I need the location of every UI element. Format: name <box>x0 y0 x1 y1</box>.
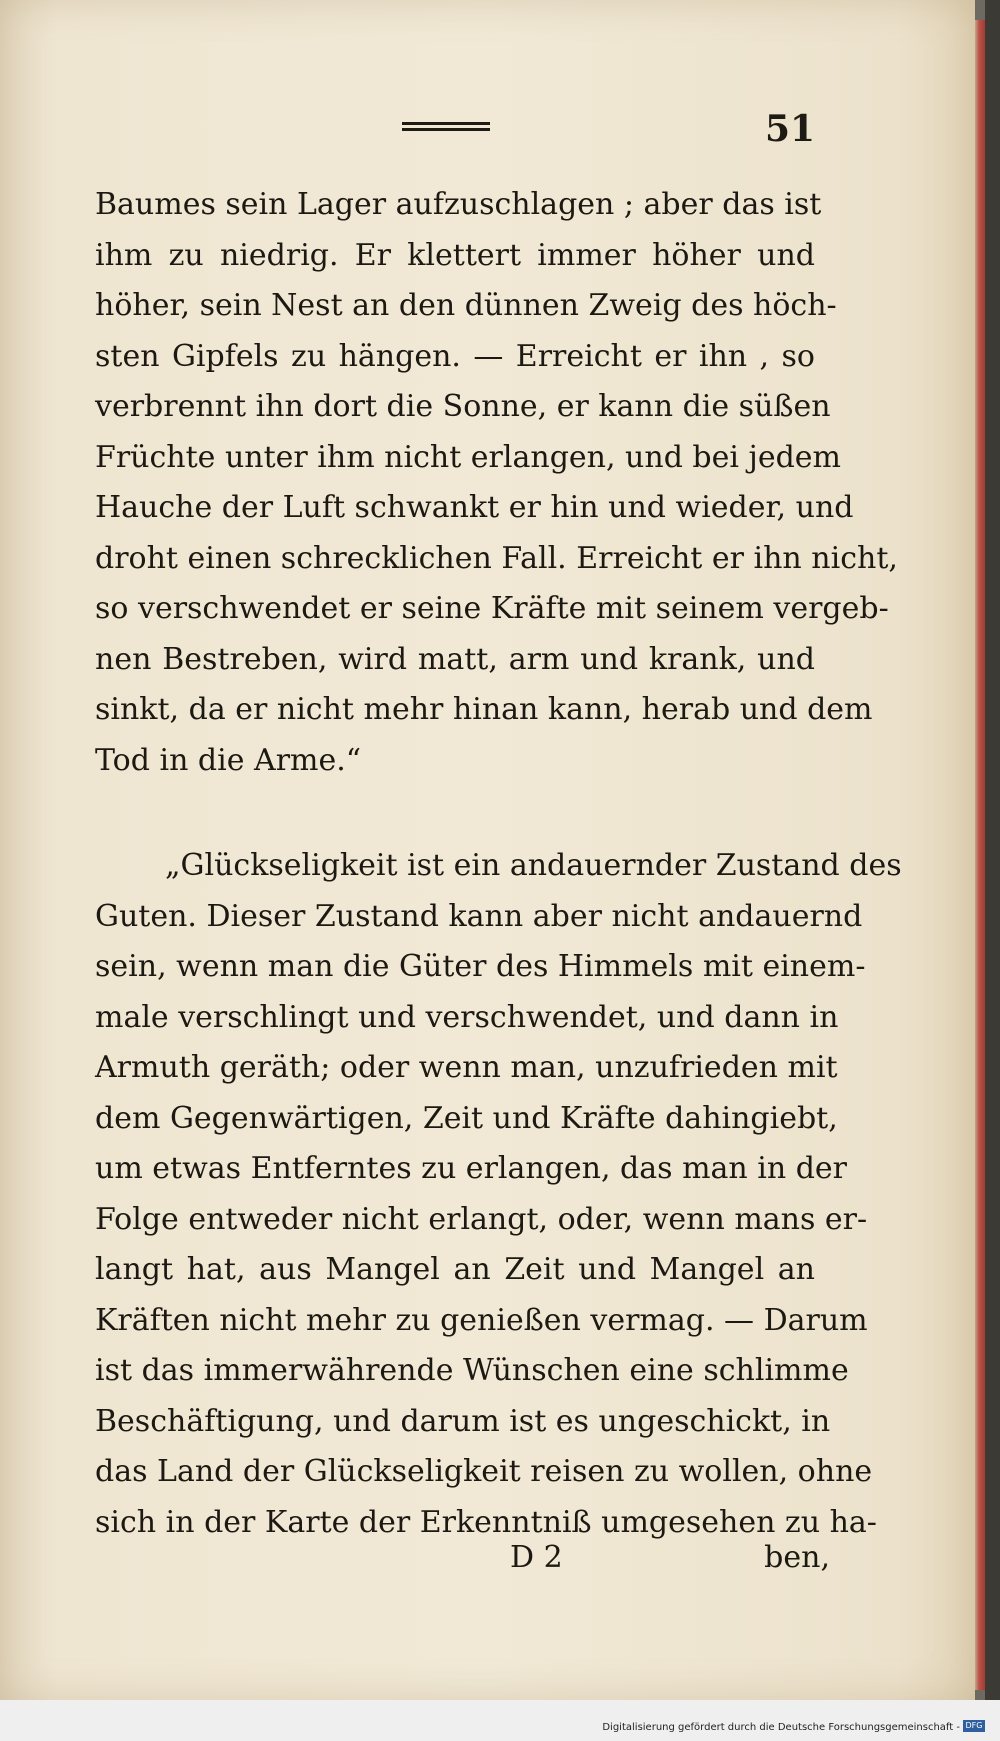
text-line: sein, wenn man die Güter des Himmels mit einem- <box>95 949 866 984</box>
text-line: höher, sein Nest an den dünnen Zweig des höch- <box>95 288 837 323</box>
catchword: ben, <box>764 1540 830 1575</box>
text-line: ihm zu niedrig. Er klettert immer höher und <box>95 237 815 273</box>
header-rule <box>402 122 490 134</box>
text-line: Beschäftigung, und darum ist es ungeschickt, in <box>95 1403 831 1439</box>
text-line: „Glückseligkeit ist ein andauernder Zustand des <box>165 848 902 883</box>
text-line: Kräften nicht mehr zu genießen vermag. — Darum <box>95 1302 868 1338</box>
signature-mark: D 2 <box>510 1540 563 1575</box>
text-line: Armuth geräth; oder wenn man, unzufrieden mit <box>95 1050 838 1085</box>
text-line: nen Bestreben, wird matt, arm und krank, und <box>95 641 815 677</box>
text-line: das Land der Glückseligkeit reisen zu wollen, ohne <box>95 1454 873 1489</box>
text-line: so verschwendet er seine Kräfte mit seinem vergeb- <box>95 591 889 626</box>
book-cover <box>985 0 1000 1741</box>
body-text <box>95 180 902 1548</box>
text-line: ist das immerwährende Wünschen eine schlimme <box>95 1353 849 1388</box>
text-line: sich in der Karte der Erkenntniß umgesehen zu ha- <box>95 1504 877 1540</box>
text-line: Guten. Dieser Zustand kann aber nicht andauernd <box>95 898 863 934</box>
text-line: droht einen schrecklichen Fall. Erreicht er ihn nicht, <box>95 540 898 576</box>
text-line: langt hat, aus Mangel an Zeit und Mangel an <box>95 1252 815 1287</box>
credit-strip <box>0 1700 1000 1741</box>
page-number: 51 <box>765 108 816 150</box>
digitization-credit: Digitalisierung gefördert durch die Deutsche Forschungsgemeinschaft - <box>602 1722 960 1733</box>
text-line: verbrennt ihn dort die Sonne, er kann die süßen <box>95 389 831 424</box>
text-line: um etwas Entferntes zu erlangen, das man in der <box>95 1151 848 1186</box>
text-line: sinkt, da er nicht mehr hinan kann, herab und dem <box>95 692 873 727</box>
text-line: Hauche der Luft schwankt er hin und wieder, und <box>95 490 854 525</box>
dfg-logo-icon: DFG <box>963 1720 985 1732</box>
text-line: sten Gipfels zu hängen. — Erreicht er ihn , so <box>95 338 815 374</box>
text-line: dem Gegenwärtigen, Zeit und Kräfte dahingiebt, <box>95 1100 838 1136</box>
page-edge <box>975 20 985 1690</box>
text-line: male verschlingt und verschwendet, und dann in <box>95 999 839 1035</box>
text-line: Tod in die Arme.“ <box>95 742 362 778</box>
text-line: Früchte unter ihm nicht erlangen, und bei jedem <box>95 439 841 475</box>
text-line: Folge entweder nicht erlangt, oder, wenn mans er- <box>95 1201 868 1237</box>
page-footer <box>95 1540 830 1585</box>
text-line: Baumes sein Lager aufzuschlagen ; aber das ist <box>95 187 822 222</box>
